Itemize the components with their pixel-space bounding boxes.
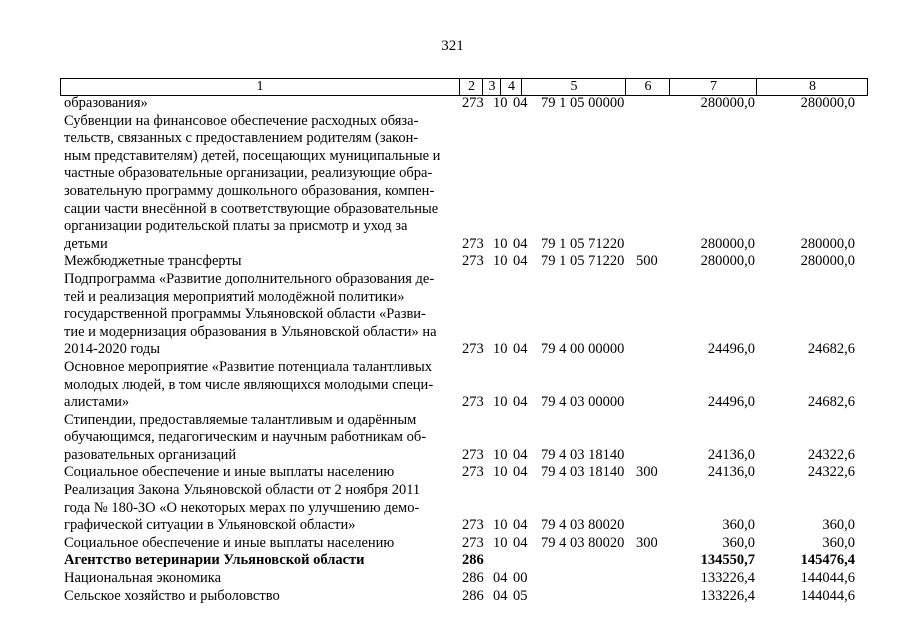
- header-col-6: 6: [625, 79, 670, 95]
- cell-c8: 144044,6: [800, 570, 855, 587]
- cell-c8: 280000,0: [800, 95, 855, 111]
- description-line: обучающимся, педагогическим и научным работникам об-: [64, 429, 427, 446]
- page-number: 321: [441, 38, 464, 54]
- cell-c7: 360,0: [722, 534, 755, 551]
- description-line: молодых людей, в том числе являющихся молодыми специ-: [64, 376, 434, 393]
- description-line: тие и модернизация образования в Ульяновской области» на: [64, 323, 437, 340]
- cell-c3: 10: [493, 394, 508, 411]
- cell-c6: 300: [636, 464, 658, 481]
- cell-c2: 286: [462, 587, 484, 604]
- cell-c8: 280000,0: [800, 253, 855, 270]
- cell-c8: 24682,6: [807, 341, 855, 358]
- cell-c2: 273: [462, 235, 484, 252]
- header-col-1: 1: [256, 79, 264, 94]
- row-description: [64, 271, 457, 359]
- cell-c3: 04: [493, 587, 508, 604]
- description-line: алистами»: [64, 394, 130, 411]
- cell-c7: 280000,0: [700, 235, 755, 252]
- description-line: Основное мероприятие «Развитие потенциала талантливых: [64, 358, 433, 375]
- table-row: [0, 412, 905, 465]
- cell-c7: 280000,0: [700, 95, 755, 111]
- row-description: [64, 570, 457, 588]
- row-description: [64, 464, 457, 482]
- description-line: тей и реализация мероприятий молодёжной политики»: [64, 288, 405, 305]
- header-col-2: 2: [459, 79, 483, 95]
- cell-c5: 79 4 03 80020: [541, 534, 625, 551]
- cell-c8: 145476,4: [800, 552, 855, 569]
- cell-c4: 04: [513, 341, 528, 358]
- cell-c7: 24496,0: [707, 341, 755, 358]
- description-line: разовательных организаций: [64, 446, 237, 463]
- cell-c7: 134550,7: [700, 552, 755, 569]
- description-line: Стипендии, предоставляемые талантливым и одарённым: [64, 411, 417, 428]
- description-line: тельств, связанных с предоставлением родителям (закон-: [64, 130, 419, 147]
- cell-c5: 79 1 05 71220: [541, 235, 625, 252]
- cell-c8: 24322,6: [807, 446, 855, 463]
- cell-c4: 04: [513, 446, 528, 463]
- table-body: [0, 95, 905, 605]
- table-row: [0, 464, 905, 482]
- cell-c2: 273: [462, 446, 484, 463]
- description-line: Подпрограмма «Развитие дополнительного образования де-: [64, 270, 435, 287]
- cell-c4: 04: [513, 464, 528, 481]
- cell-c5: 79 1 05 71220: [541, 253, 625, 270]
- cell-c3: 10: [493, 253, 508, 270]
- description-line: Агентство ветеринарии Ульяновской области: [64, 552, 365, 569]
- cell-c4: 04: [513, 394, 528, 411]
- table-row: [0, 552, 905, 570]
- cell-c7: 360,0: [722, 517, 755, 534]
- cell-c4: 04: [513, 534, 528, 551]
- description-line: Сельское хозяйство и рыболовство: [64, 587, 280, 604]
- cell-c2: 273: [462, 517, 484, 534]
- description-line: ным представителям) детей, посещающих муниципальные и: [64, 147, 441, 164]
- cell-c2: 273: [462, 95, 484, 111]
- cell-c5: 79 4 03 18140: [541, 464, 625, 481]
- row-description: [64, 253, 457, 271]
- cell-c2: 273: [462, 253, 484, 270]
- table-row: [0, 359, 905, 412]
- table-row: [0, 570, 905, 588]
- cell-c7: 24136,0: [707, 446, 755, 463]
- cell-c3: 10: [493, 534, 508, 551]
- cell-c4: 04: [513, 517, 528, 534]
- cell-c4: 00: [513, 570, 528, 587]
- description-line: Межбюджетные трансферты: [64, 253, 242, 270]
- row-description: [64, 359, 457, 412]
- table-row: [0, 535, 905, 553]
- cell-c3: 10: [493, 341, 508, 358]
- cell-c2: 273: [462, 341, 484, 358]
- description-line: образования»: [64, 95, 148, 111]
- cell-c4: 04: [513, 235, 528, 252]
- description-line: Субвенции на финансовое обеспечение расходных обяза-: [64, 112, 419, 129]
- cell-c4: 05: [513, 587, 528, 604]
- cell-c2: 273: [462, 534, 484, 551]
- cell-c8: 280000,0: [800, 235, 855, 252]
- row-description: [64, 482, 457, 535]
- cell-c5: 79 4 03 18140: [541, 446, 625, 463]
- table-row: [0, 253, 905, 271]
- row-description: [64, 113, 457, 254]
- row-description: [64, 535, 457, 553]
- cell-c6: 500: [636, 253, 658, 270]
- cell-c3: 10: [493, 95, 508, 111]
- cell-c5: 79 1 05 00000: [541, 95, 625, 111]
- description-line: сации части внесённой в соответствующие образовательные: [64, 200, 439, 217]
- cell-c3: 04: [493, 570, 508, 587]
- description-line: Социальное обеспечение и иные выплаты населению: [64, 534, 395, 551]
- header-col-7: 7: [669, 79, 757, 95]
- cell-c7: 133226,4: [700, 570, 755, 587]
- cell-c3: 10: [493, 517, 508, 534]
- cell-c5: 79 4 00 00000: [541, 341, 625, 358]
- description-line: государственной программы Ульяновской области «Разви-: [64, 306, 426, 323]
- cell-c8: 24322,6: [807, 464, 855, 481]
- row-description: [64, 95, 457, 113]
- description-line: зовательную программу дошкольного образования, компен-: [64, 182, 435, 199]
- description-line: частные образовательные организации, реализующие обра-: [64, 165, 433, 182]
- cell-c7: 24496,0: [707, 394, 755, 411]
- header-col-5: 5: [521, 79, 626, 95]
- cell-c2: 286: [462, 570, 484, 587]
- header-col-4: 4: [500, 79, 522, 95]
- row-description: [64, 552, 457, 570]
- cell-c6: 300: [636, 534, 658, 551]
- cell-c8: 360,0: [822, 534, 855, 551]
- cell-c3: 10: [493, 446, 508, 463]
- cell-c2: 273: [462, 394, 484, 411]
- table-row: [0, 482, 905, 535]
- cell-c7: 280000,0: [700, 253, 755, 270]
- cell-c7: 24136,0: [707, 464, 755, 481]
- cell-c3: 10: [493, 464, 508, 481]
- description-line: Реализация Закона Ульяновской области от 2 ноября 2011: [64, 482, 421, 499]
- cell-c5: 79 4 03 80020: [541, 517, 625, 534]
- description-line: Национальная экономика: [64, 570, 222, 587]
- description-line: графической ситуации в Ульяновской области»: [64, 517, 356, 534]
- cell-c8: 360,0: [822, 517, 855, 534]
- header-col-8: 8: [756, 79, 868, 95]
- cell-c3: 10: [493, 235, 508, 252]
- description-line: детьми: [64, 235, 108, 252]
- table-row: [0, 271, 905, 359]
- row-description: [64, 412, 457, 465]
- description-line: года № 180-ЗО «О некоторых мерах по улучшению демо-: [64, 499, 420, 516]
- table-header: [60, 78, 868, 96]
- description-line: организации родительской платы за присмотр и уход за: [64, 218, 408, 235]
- description-line: 2014-2020 годы: [64, 341, 160, 358]
- table-row: [0, 95, 905, 113]
- description-line: Социальное обеспечение и иные выплаты населению: [64, 464, 395, 481]
- cell-c7: 133226,4: [700, 587, 755, 604]
- cell-c2: 286: [462, 552, 484, 569]
- header-col-3: 3: [482, 79, 501, 95]
- row-description: [64, 588, 457, 606]
- cell-c8: 24682,6: [807, 394, 855, 411]
- cell-c2: 273: [462, 464, 484, 481]
- table-row: [0, 588, 905, 606]
- cell-c8: 144044,6: [800, 587, 855, 604]
- table-row: [0, 113, 905, 254]
- cell-c4: 04: [513, 95, 528, 111]
- cell-c5: 79 4 03 00000: [541, 394, 625, 411]
- cell-c4: 04: [513, 253, 528, 270]
